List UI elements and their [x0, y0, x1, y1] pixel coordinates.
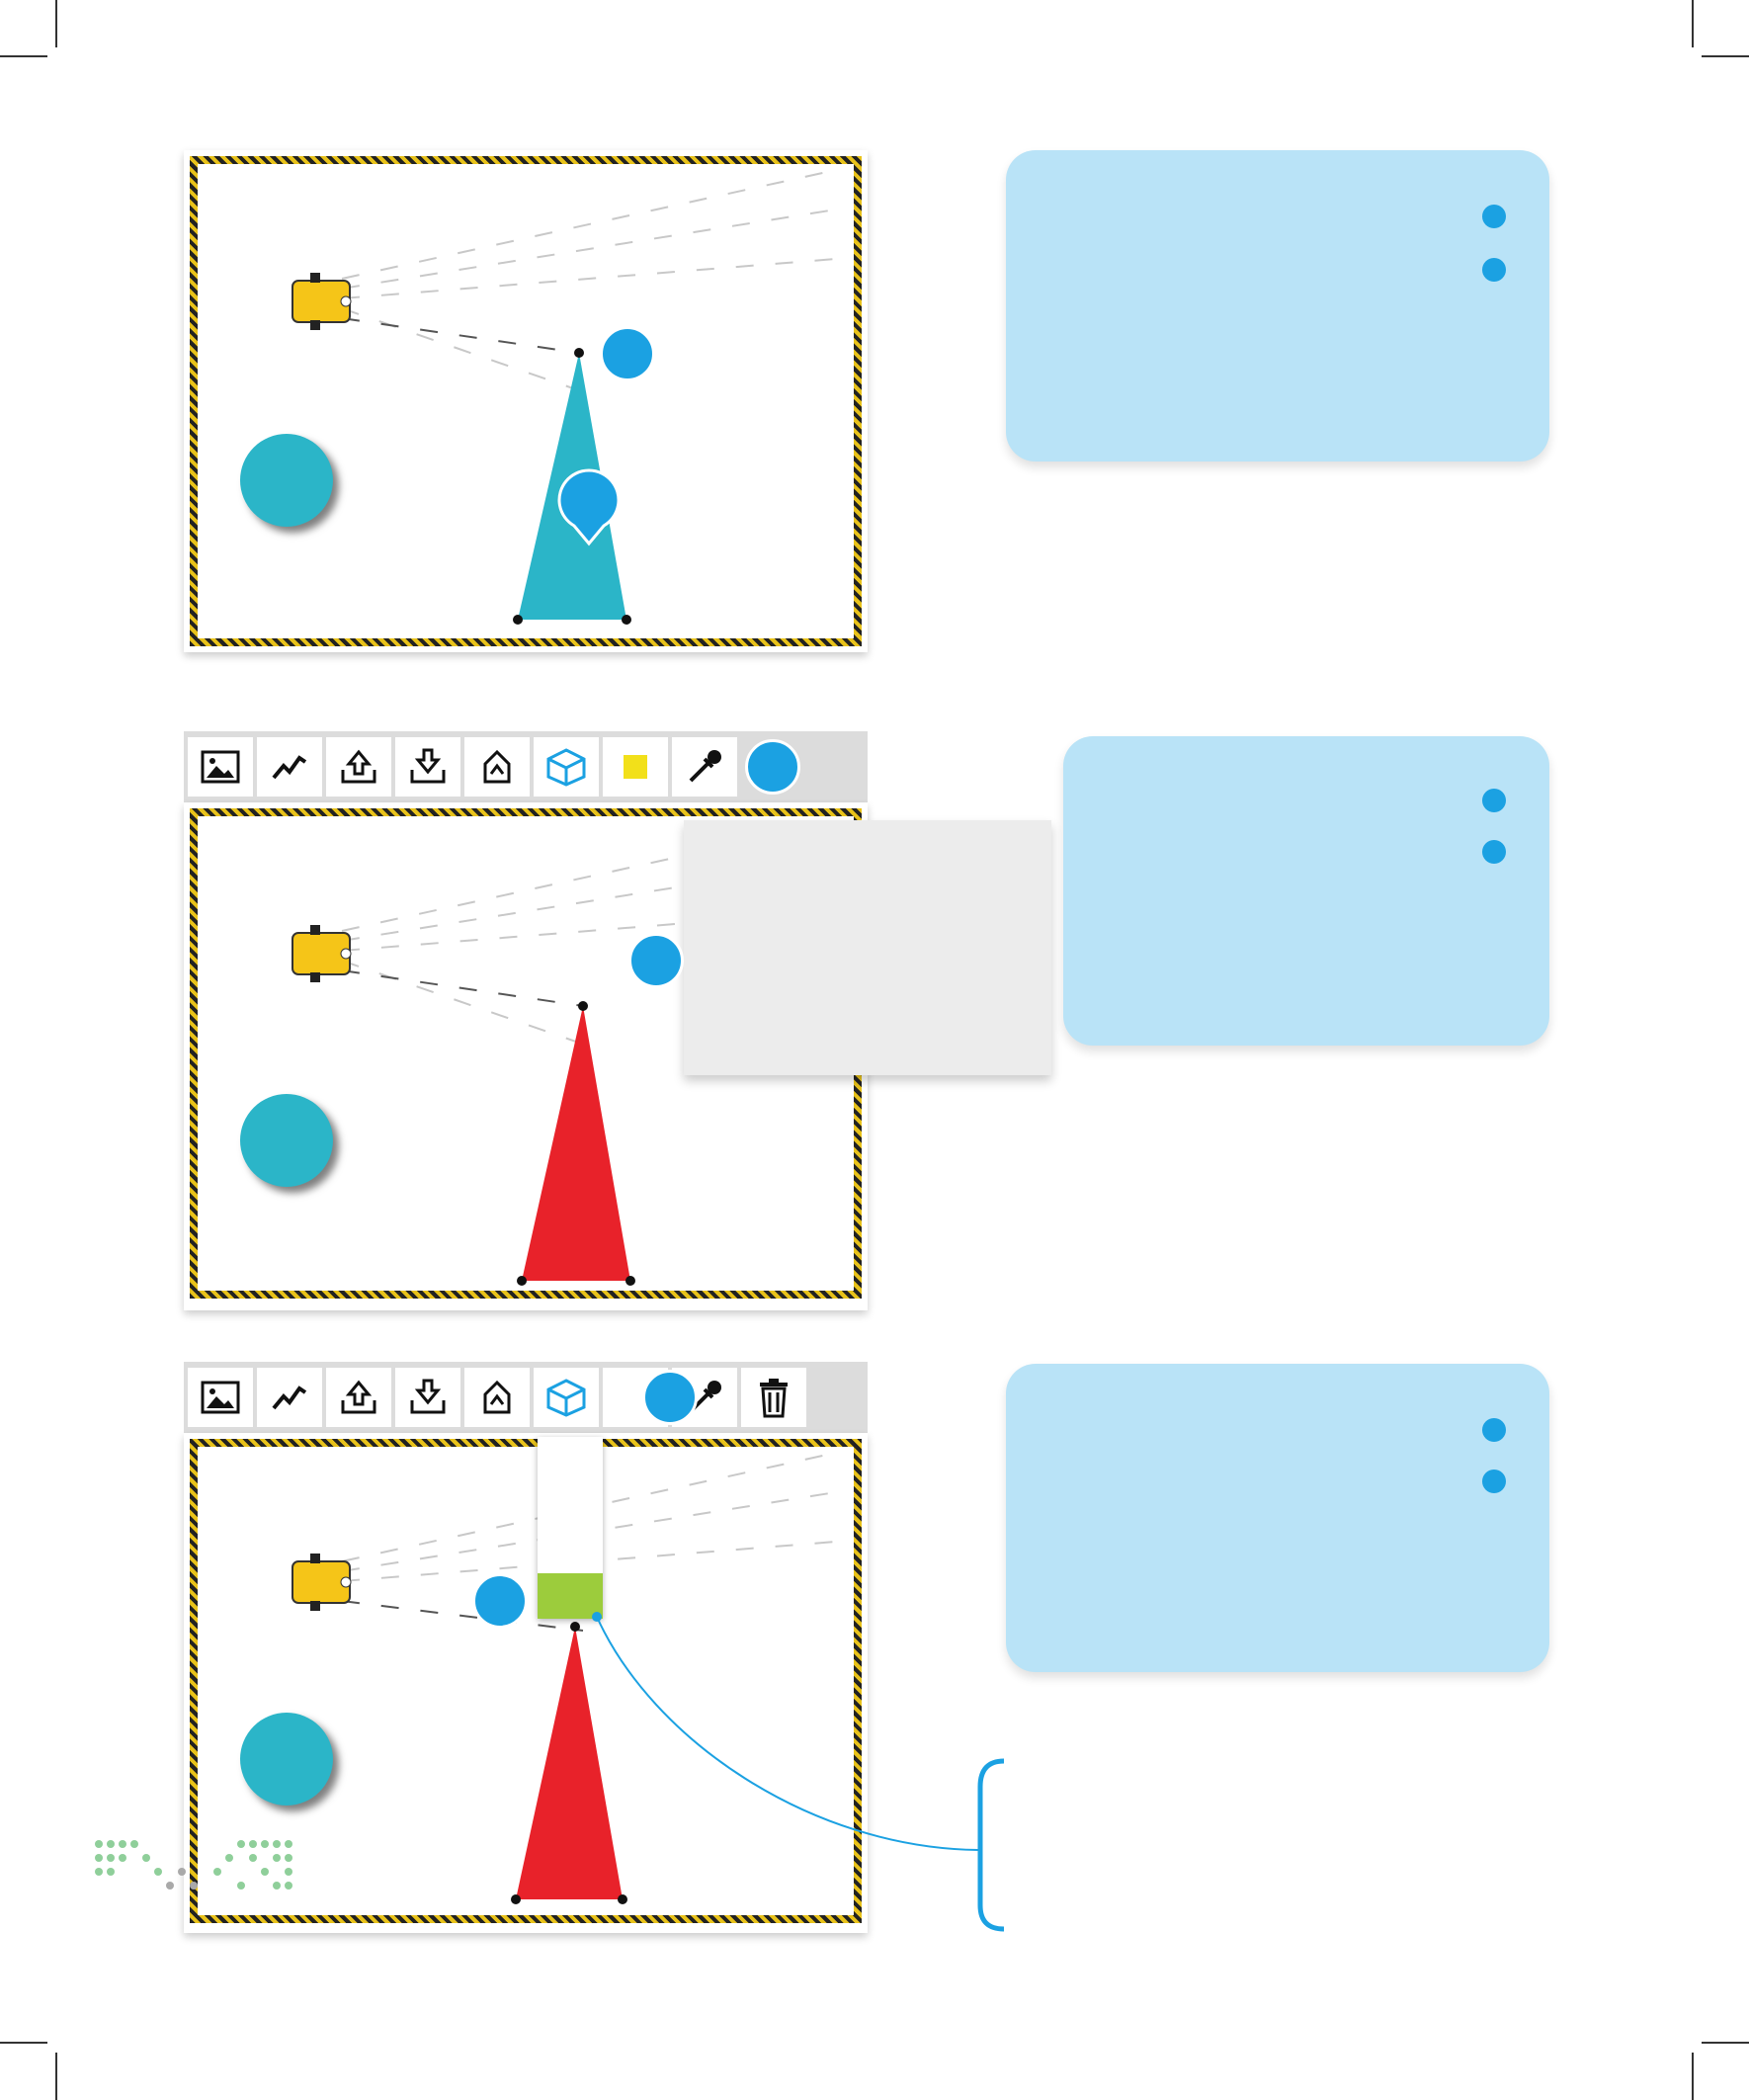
download-button[interactable] — [395, 737, 460, 797]
vertex-handle[interactable] — [578, 1001, 588, 1011]
clear-all-obstacles-item[interactable] — [538, 1573, 603, 1619]
crop-mark — [0, 2042, 47, 2044]
crop-mark — [55, 2053, 57, 2100]
color-picker-button[interactable] — [672, 737, 737, 797]
color-swatch — [624, 755, 647, 779]
delete-button[interactable] — [741, 1368, 806, 1427]
color-swatch-button[interactable] — [603, 737, 668, 797]
vertex-handle[interactable] — [517, 1276, 527, 1286]
callout-item — [1093, 829, 1510, 873]
export-button[interactable] — [464, 1368, 530, 1427]
add-circle-item[interactable] — [538, 1528, 603, 1573]
toolbar — [184, 1362, 868, 1433]
circle-obstacle[interactable] — [240, 1094, 333, 1187]
callout-item — [1065, 247, 1510, 291]
cube-icon — [544, 747, 588, 787]
image-tool-button[interactable] — [188, 1368, 253, 1427]
triangle-obstacle[interactable] — [522, 1006, 630, 1281]
crop-mark — [1702, 55, 1749, 57]
step-number — [1482, 1418, 1506, 1442]
robot[interactable] — [292, 1554, 351, 1611]
triangle-obstacle[interactable] — [516, 1627, 623, 1899]
callout-adjust-obstacle — [1006, 150, 1549, 462]
callout-item — [1065, 194, 1510, 237]
crop-mark — [1692, 2053, 1694, 2100]
crop-mark — [55, 0, 57, 47]
robot[interactable] — [292, 273, 351, 330]
eyedropper-icon — [685, 747, 724, 787]
upload-icon — [339, 748, 378, 786]
path-icon — [270, 750, 309, 784]
download-icon — [408, 1379, 448, 1416]
scene-drawing — [184, 150, 868, 652]
add-obstacle-button[interactable] — [534, 1368, 599, 1427]
upload-button[interactable] — [326, 737, 391, 797]
path-icon — [270, 1381, 309, 1414]
trash-icon — [754, 1377, 793, 1418]
step-number — [1482, 258, 1506, 282]
crop-mark — [1702, 2042, 1749, 2044]
color-palette — [684, 820, 1051, 1075]
ministry-logo-dots — [93, 1834, 310, 1903]
vertex-handle[interactable] — [574, 348, 584, 358]
badge-step-1 — [547, 512, 603, 567]
callout-item — [1093, 778, 1510, 821]
add-obstacle-button[interactable] — [534, 737, 599, 797]
image-icon — [201, 750, 240, 784]
step-number — [1482, 789, 1506, 812]
export-icon — [477, 1379, 517, 1416]
vertex-handle[interactable] — [570, 1622, 580, 1632]
image-tool-button[interactable] — [188, 737, 253, 797]
callout-item — [1065, 1407, 1510, 1451]
badge-step-2 — [600, 326, 655, 381]
upload-button[interactable] — [326, 1368, 391, 1427]
path-tool-button[interactable] — [257, 737, 322, 797]
robot[interactable] — [292, 925, 351, 982]
vertex-handle[interactable] — [625, 1276, 635, 1286]
callout-recolor-obstacle — [1063, 736, 1549, 1046]
callout-remove-obstacles — [1006, 1364, 1549, 1672]
scene-panel-1 — [184, 150, 868, 652]
crop-mark — [0, 55, 47, 57]
badge-step-2 — [628, 933, 684, 988]
add-triangle-item[interactable] — [538, 1482, 603, 1528]
badge-step-2 — [472, 1573, 528, 1629]
badge-step-1 — [642, 1370, 698, 1425]
upload-icon — [339, 1379, 378, 1416]
circle-obstacle[interactable] — [240, 434, 333, 527]
path-tool-button[interactable] — [257, 1368, 322, 1427]
vertex-handle[interactable] — [622, 615, 631, 625]
export-icon — [477, 748, 517, 786]
vertex-handle[interactable] — [618, 1894, 627, 1904]
download-button[interactable] — [395, 1368, 460, 1427]
vertex-handle[interactable] — [513, 615, 523, 625]
circle-obstacle[interactable] — [240, 1713, 333, 1806]
step-number — [1482, 1470, 1506, 1493]
step-number — [1482, 840, 1506, 864]
step-number — [1482, 205, 1506, 228]
badge-step-1 — [745, 739, 800, 795]
cube-icon — [544, 1378, 588, 1417]
image-icon — [201, 1381, 240, 1414]
crop-mark — [1692, 0, 1694, 47]
obstacle-menu — [538, 1437, 603, 1619]
export-button[interactable] — [464, 737, 530, 797]
download-icon — [408, 748, 448, 786]
add-square-item[interactable] — [538, 1437, 603, 1482]
vertex-handle[interactable] — [511, 1894, 521, 1904]
callout-item — [1065, 1459, 1510, 1502]
